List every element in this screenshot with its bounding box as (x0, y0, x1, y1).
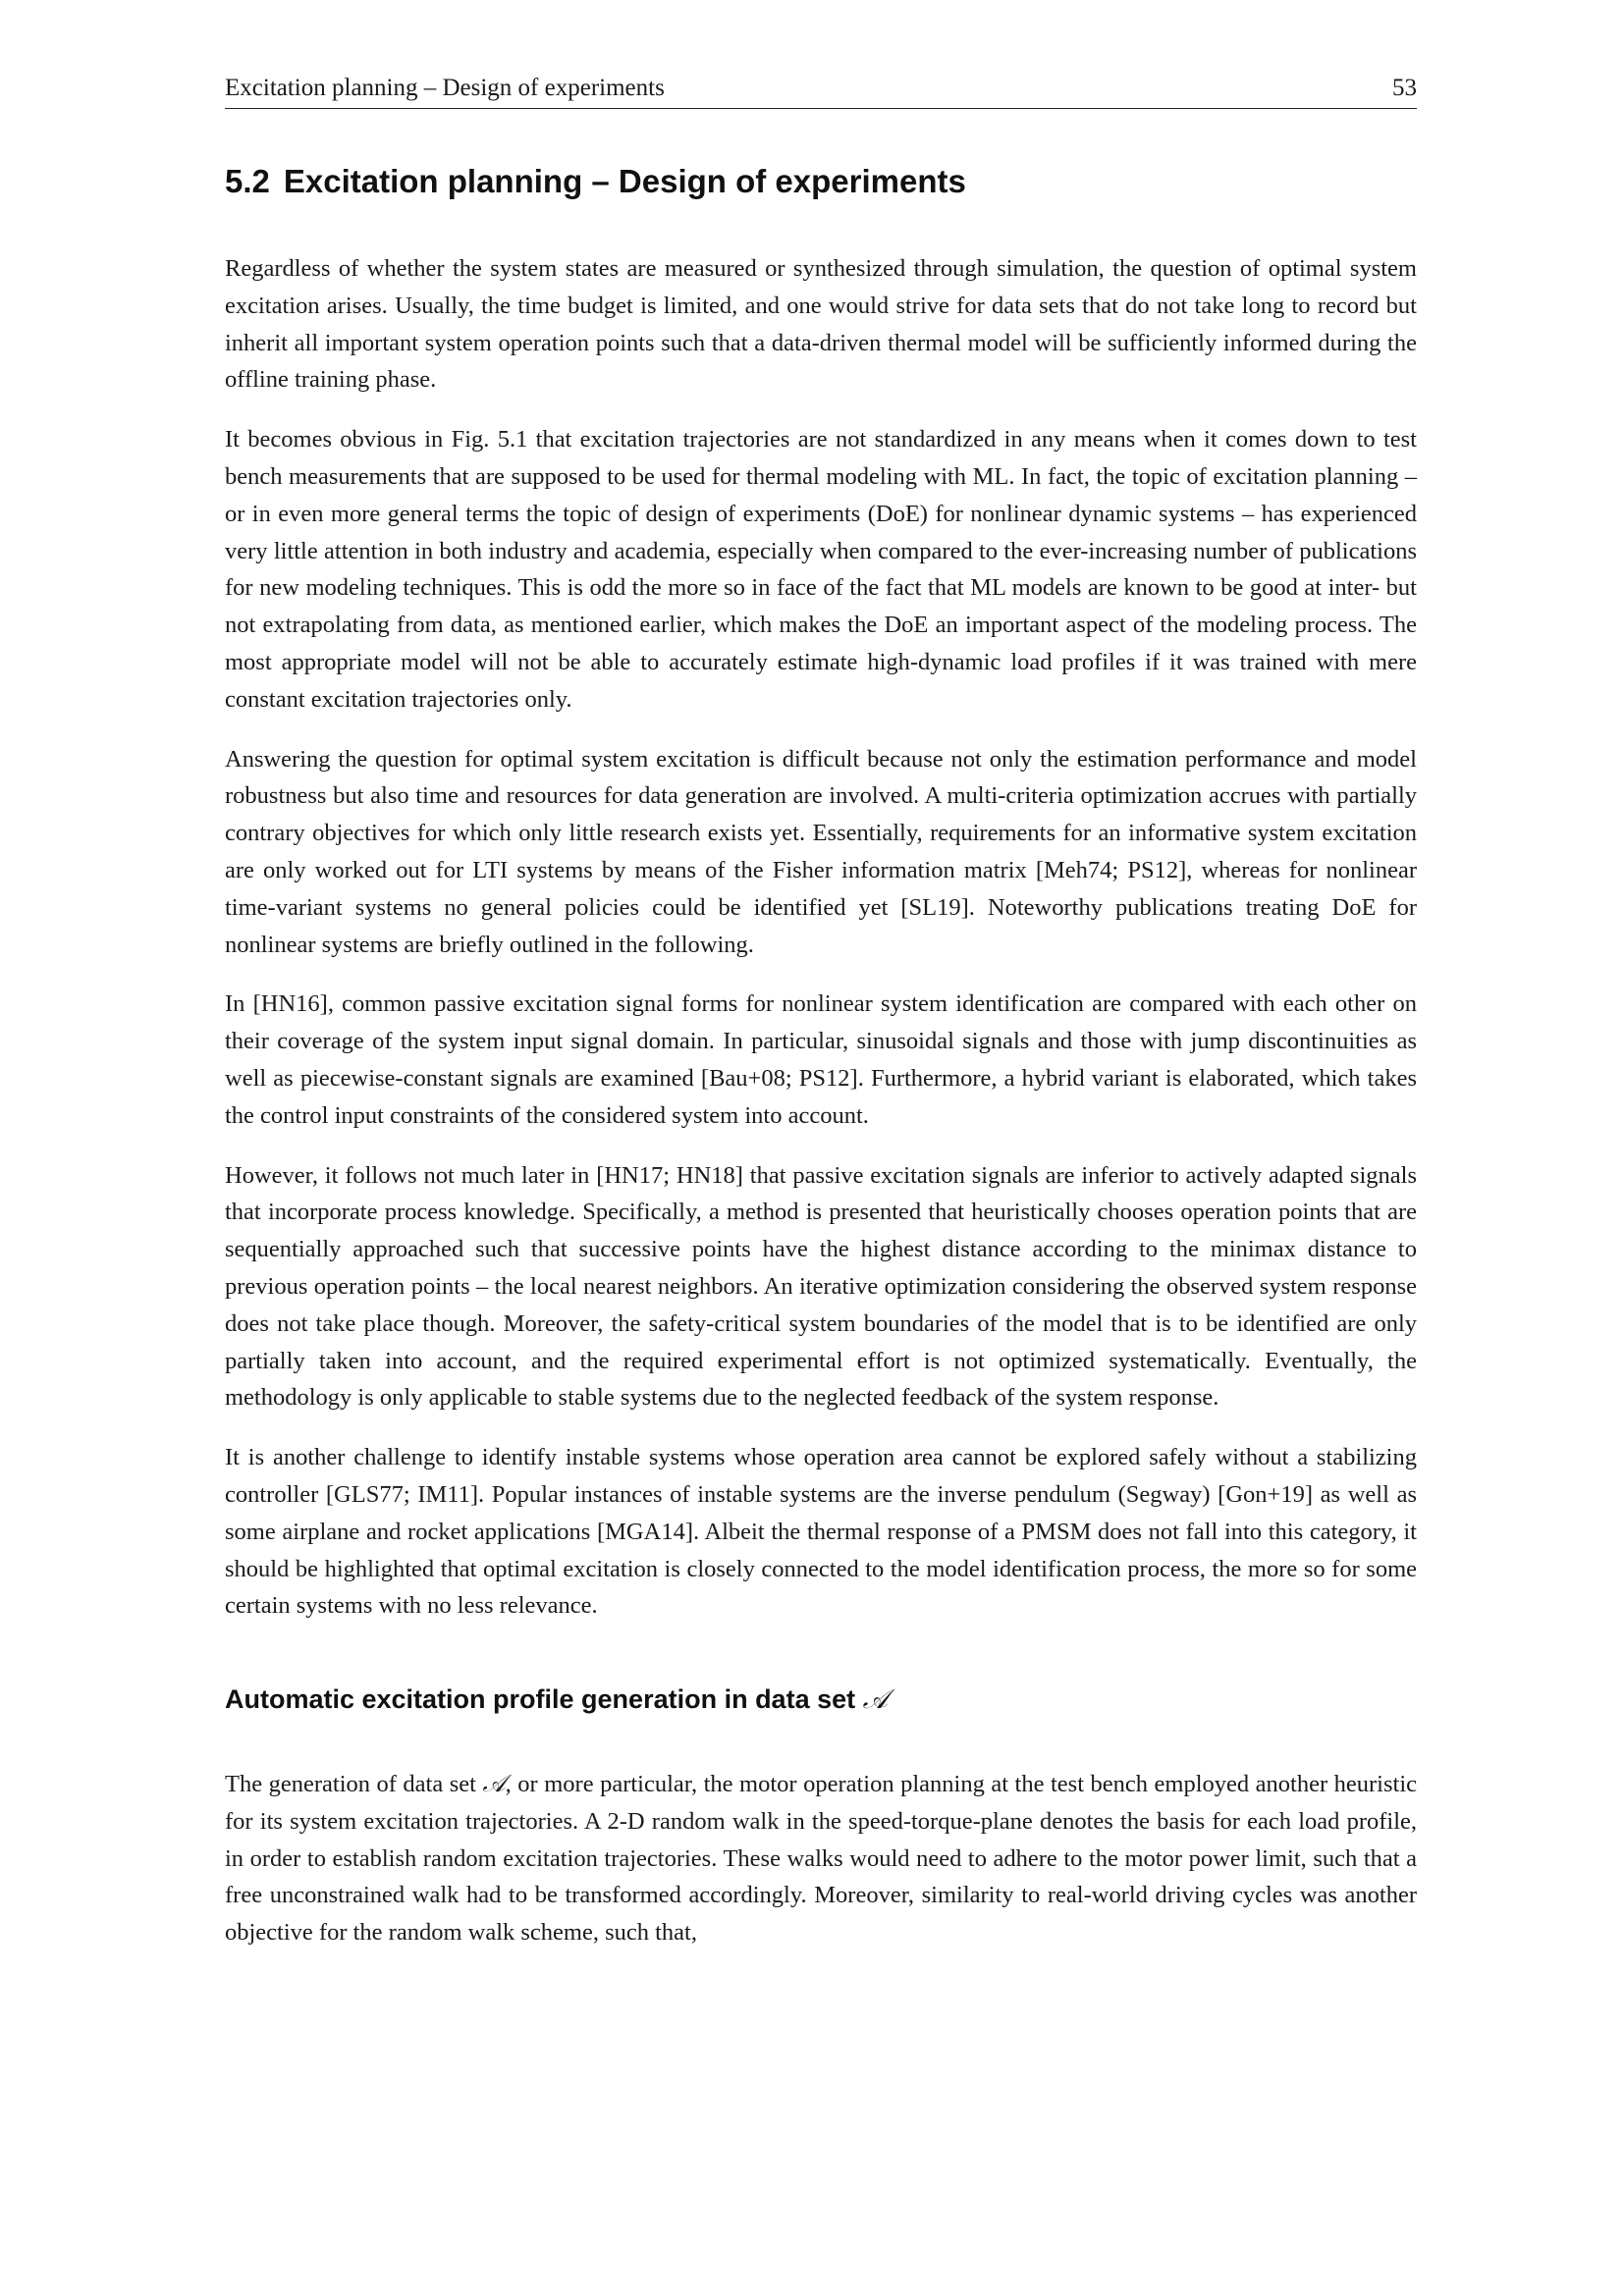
running-header (225, 69, 1417, 109)
paragraph-multi-criteria: Answering the question for optimal system excitation is difficult because not only the estimation performance and model robustness but also time and resources for data generation are involved. A multi-criteria optimization accrues with partially contrary objectives for which only little research exists yet. Essentially, requirements for an informative system excitation are only worked out for LTI systems by means of the Fisher information matrix [Meh74; PS12], whereas for nonlinear time-variant systems no general policies could be identified yet [SL19]. Noteworthy publications treating DoE for nonlinear systems are briefly outlined in the following. (225, 745, 1417, 958)
paragraph-excitation-trajectories: It becomes obvious in Fig. 5.1 that excitation trajectories are not standardized in any means when it comes down to test bench measurements that are supposed to be used for thermal modeling with ML. In fact, the topic of excitation planning – or in even more general terms the topic of design of experiments (DoE) for nonlinear dynamic systems – has experienced very little attention in both industry and academia, especially when compared to the ever-increasing number of publications for new modeling techniques. This is odd the more so in face of the fact that ML models are known to be good at inter- but not extrapolating from data, as mentioned earlier, which makes the DoE an important aspect of the modeling process. The most appropriate model will not be able to accurately estimate high-dynamic load profiles if it was trained with mere constant excitation trajectories only. (225, 426, 1417, 713)
section-heading (225, 160, 1417, 203)
paragraph-passive-excitation: In [HN16], common passive excitation signal forms for nonlinear system identification are compared with each other on their coverage of the system input signal domain. In particular, sinusoidal signals and those with jump discontinuities as well as piecewise-constant signals are examined [Bau+08; PS12]. Furthermore, a hybrid variant is elaborated, which takes the control input constraints of the considered system into account. (225, 990, 1417, 1129)
paragraph-optimal-excitation: Regardless of whether the system states are measured or synthesized through simulation, the question of optimal system excitation arises. Usually, the time budget is limited, and one would strive for data sets that do not take long to record but inherit all important system operation points such that a data-driven thermal model will be sufficiently informed during the offline training phase. (225, 255, 1417, 394)
section-body (225, 250, 1417, 1625)
inline-dataset-symbol: 𝒜 (482, 1769, 506, 1798)
page-number: 53 (1392, 75, 1417, 101)
running-header-title: Excitation planning – Design of experiments (225, 75, 665, 101)
subsection-heading (225, 1682, 1417, 1718)
paragraph-dataset-generation-rest: , or more particular, the motor operation planning at the test bench employed another heuristic for its system excitation trajectories. A 2-D random walk in the speed-torque-plane denotes the basis for each load profile, in order to establish random excitation trajectories. These walks would need to adhere to the motor power limit, such that a free unconstrained walk had to be transformed accordingly. Moreover, similarity to real-world driving cycles was another objective for the random walk scheme, such that, (225, 1771, 1417, 1947)
paragraph-active-excitation: However, it follows not much later in [HN17; HN18] that passive excitation signals are inferior to actively adapted signals that incorporate process knowledge. Specifically, a method is presented that heuristically chooses operation points that are sequentially approached such that successive points have the highest distance according to the minimax distance to previous operation points – the local nearest neighbors. An iterative optimization considering the observed system response does not take place though. Moreover, the safety-critical system boundaries of the model that is to be identified are only partially taken into account, and the required experimental effort is not optimized systematically. Eventually, the methodology is only applicable to stable systems due to the neglected feedback of the system response. (225, 1161, 1417, 1412)
page (225, 69, 1417, 1974)
dataset-symbol: 𝒜 (862, 1684, 889, 1716)
subsection-title: Automatic excitation profile generation in data set (225, 1684, 856, 1715)
paragraph-dataset-generation-start: The generation of data set (225, 1771, 483, 1798)
paragraph-dataset-generation (225, 1765, 1417, 1951)
section-title: Excitation planning – Design of experiments (283, 163, 966, 199)
section-number: 5.2 (225, 163, 270, 199)
paragraph-instable-systems: It is another challenge to identify instable systems whose operation area cannot be explored safely without a stabilizing controller [GLS77; IM11]. Popular instances of instable systems are the inverse pendulum (Segway) [Gon+19] as well as some airplane and rocket applications [MGA14]. Albeit the thermal response of a PMSM does not fall into this category, it should be highlighted that optimal excitation is closely connected to the model identification process, the more so for some certain systems with no less relevance. (225, 1444, 1417, 1620)
